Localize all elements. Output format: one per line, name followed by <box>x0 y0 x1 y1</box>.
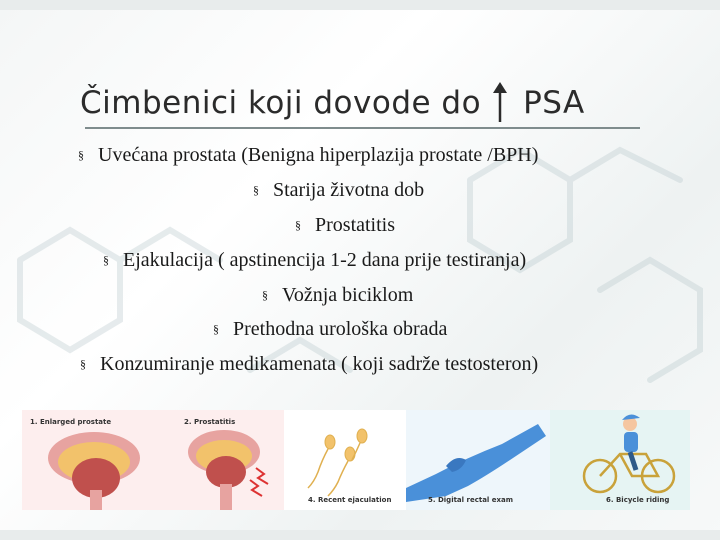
slide-bottom-border <box>0 530 720 540</box>
caption-recent-ejaculation: 4. Recent ejaculation <box>308 496 392 504</box>
gloved-hand-icon <box>406 410 550 510</box>
bullet-marker: § <box>103 253 109 267</box>
bullet-marker: § <box>262 288 268 302</box>
bullet-marker: § <box>253 183 259 197</box>
bullet-text: Uvećana prostata (Benigna hiperplazija prostate /BPH) <box>98 144 539 166</box>
title-underline <box>85 127 640 129</box>
bullet-item <box>103 247 526 273</box>
bullet-marker: § <box>213 322 219 336</box>
bullet-item <box>80 351 538 377</box>
bullet-text: Ejakulacija ( apstinencija 1-2 dana prije testiranja) <box>123 249 527 271</box>
sperm-cells-icon <box>284 410 406 510</box>
caption-bicycle-riding: 6. Bicycle riding <box>606 496 670 504</box>
bullet-item <box>262 282 413 308</box>
up-arrow-icon <box>489 78 511 128</box>
bullet-marker: § <box>295 218 301 232</box>
panel-prostatitis <box>164 410 284 510</box>
bullet-item <box>253 177 424 203</box>
bullet-text: Konzumiranje medikamenata ( koji sadrže testosteron) <box>100 353 539 375</box>
bullet-text: Prethodna urološka obrada <box>233 318 448 340</box>
slide-top-border <box>0 0 720 10</box>
bullet-text: Vožnja biciklom <box>282 284 414 306</box>
psa-factors-illustration <box>22 410 690 510</box>
title-psa: PSA <box>523 85 585 121</box>
panel-digital-rectal-exam <box>406 410 550 510</box>
bullet-marker: § <box>80 357 86 371</box>
bullet-text: Prostatitis <box>315 214 396 236</box>
bullet-text: Starija životna dob <box>273 179 425 201</box>
caption-prostatitis: 2. Prostatitis <box>184 418 236 426</box>
bullet-item <box>295 212 395 238</box>
title-text: Čimbenici koji dovode do <box>80 85 482 121</box>
panel-enlarged-prostate <box>22 410 164 510</box>
bicycle-rider-icon <box>550 410 690 510</box>
slide-title <box>80 78 585 128</box>
bullet-item <box>213 316 447 342</box>
bullet-item <box>78 142 538 168</box>
bullet-marker: § <box>78 148 84 162</box>
caption-digital-rectal-exam: 5. Digital rectal exam <box>428 496 514 504</box>
caption-enlarged-prostate: 1. Enlarged prostate <box>30 418 112 426</box>
panel-recent-ejaculation <box>284 410 406 510</box>
panel-bicycle-riding <box>550 410 690 510</box>
